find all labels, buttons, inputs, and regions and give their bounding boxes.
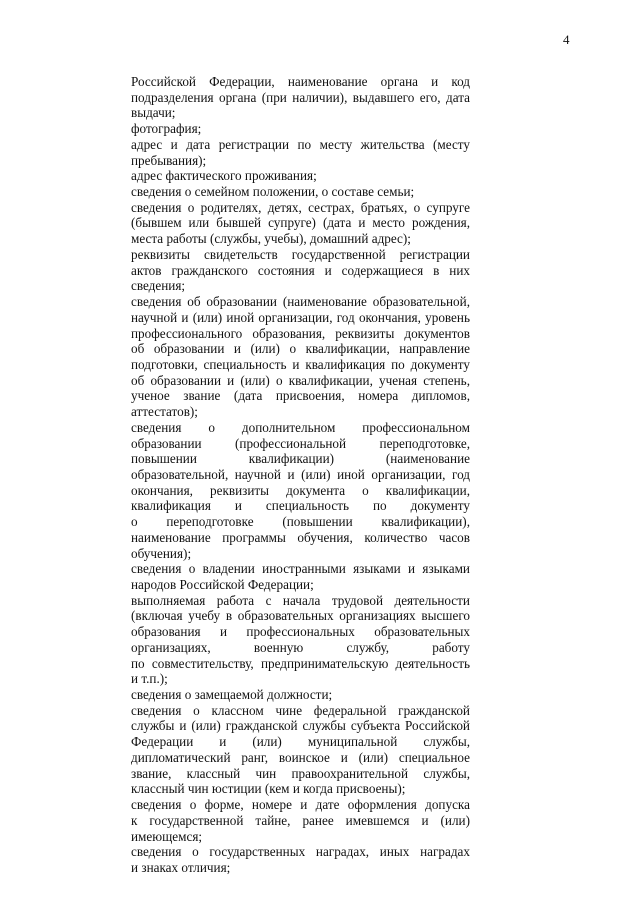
text-line: квалификация и специальность по документу (131, 498, 470, 514)
paragraph (131, 168, 470, 184)
text-line: народов Российской Федерации; (131, 577, 314, 592)
text-line: актов гражданского состояния и содержащиеся в них (131, 262, 470, 278)
paragraph (131, 420, 470, 561)
text-line: сведения о родителях, детях, сестрах, братьях, о супруге (131, 199, 470, 215)
paragraph (131, 74, 470, 121)
text-line: сведения об образовании (наименование образовательной, (131, 294, 470, 310)
text-line: сведения; (131, 278, 186, 294)
paragraph (131, 561, 470, 592)
paragraph (131, 593, 470, 687)
text-line: аттестатов); (131, 404, 198, 420)
text-line: по совместительству, предпринимательскую деятельность (131, 655, 470, 671)
text-line: Федерации и (или) муниципальной службы, (131, 734, 470, 750)
text-line: выдачи; (131, 105, 176, 121)
text-line: сведения о дополнительном профессиональном (131, 419, 470, 435)
text-line: к государственной тайне, ранее имевшемся и (или) (131, 812, 470, 828)
text-line: (включая учебу в образовательных организациях высшего (131, 608, 470, 624)
paragraph (131, 687, 470, 703)
text-line: подразделения органа (при наличии), выдавшего его, дата (131, 89, 470, 105)
text-line: о переподготовке (повышении квалификации), (131, 514, 470, 530)
text-line: подготовки, специальность и квалификация по документу (131, 356, 470, 372)
text-line: пребывания); (131, 152, 207, 168)
text-line: и т.п.); (131, 671, 168, 687)
paragraph (131, 137, 470, 168)
paragraph (131, 294, 470, 420)
text-line: образования и профессиональных образовательных (131, 624, 470, 640)
text-line: (бывшем или бывшей супруге) (дата и место рождения, (131, 215, 470, 231)
text-line: наименование программы обучения, количество часов (131, 529, 470, 545)
text-line: имеющемся; (131, 828, 203, 844)
text-line: сведения о замещаемой должности; (131, 687, 333, 703)
paragraph (131, 200, 470, 247)
paragraph (131, 184, 470, 200)
text-line: классный чин юстиции (кем и когда присвоены); (131, 781, 406, 797)
text-line: об образовании и (или) о квалификации, ученая степень, (131, 372, 470, 388)
text-line: и знаках отличия; (131, 859, 231, 875)
text-line: сведения о семейном положении, о составе семьи; (131, 184, 415, 200)
text-line: дипломатический ранг, воинское и (или) специальное (131, 749, 470, 765)
text-line: адрес и дата регистрации по месту жительства (месту (131, 136, 470, 152)
text-line: звание, классный чин правоохранительной службы, (131, 765, 470, 781)
text-line: об образовании и (или) о квалификации, направление (131, 341, 470, 357)
text-line: адрес фактического проживания; (131, 168, 317, 184)
text-line: места работы (службы, учебы), домашний адрес); (131, 231, 411, 247)
text-line: реквизиты свидетельств государственной регистрации (131, 246, 470, 262)
text-line: организациях, военную службу, работу (131, 639, 470, 655)
text-line: фотография; (131, 121, 202, 137)
text-line: Российской Федерации, наименование органа и код (131, 74, 470, 89)
document-body (131, 74, 470, 876)
paragraph (131, 797, 470, 844)
text-line: сведения о форме, номере и дате оформления допуска (131, 797, 470, 813)
text-line: ученое звание (дата присвоения, номера дипломов, (131, 388, 470, 404)
text-line: сведения о владении иностранными языками и языками (131, 561, 470, 577)
text-line: службы и (или) гражданской службы субъекта Российской (131, 718, 470, 734)
text-line: профессионального образования, реквизиты документов (131, 325, 470, 341)
text-line: обучения); (131, 545, 192, 561)
text-line: сведения о классном чине федеральной гражданской (131, 702, 470, 718)
text-line: окончания, реквизиты документа о квалификации, (131, 482, 470, 498)
paragraph (131, 121, 470, 137)
text-line: научной и (или) иной организации, год окончания, уровень (131, 309, 470, 325)
text-line: образовании (профессиональной переподготовке, (131, 435, 470, 451)
text-line: выполняемая работа с начала трудовой деятельности (131, 592, 470, 608)
text-line: сведения о государственных наградах, иных наградах (131, 844, 470, 860)
text-line: образовательной, научной и (или) иной организации, год (131, 466, 470, 482)
paragraph (131, 844, 470, 875)
paragraph (131, 703, 470, 797)
paragraph (131, 247, 470, 294)
text-line: повышении квалификации) (наименование (131, 451, 470, 467)
page-number: 4 (563, 32, 570, 47)
